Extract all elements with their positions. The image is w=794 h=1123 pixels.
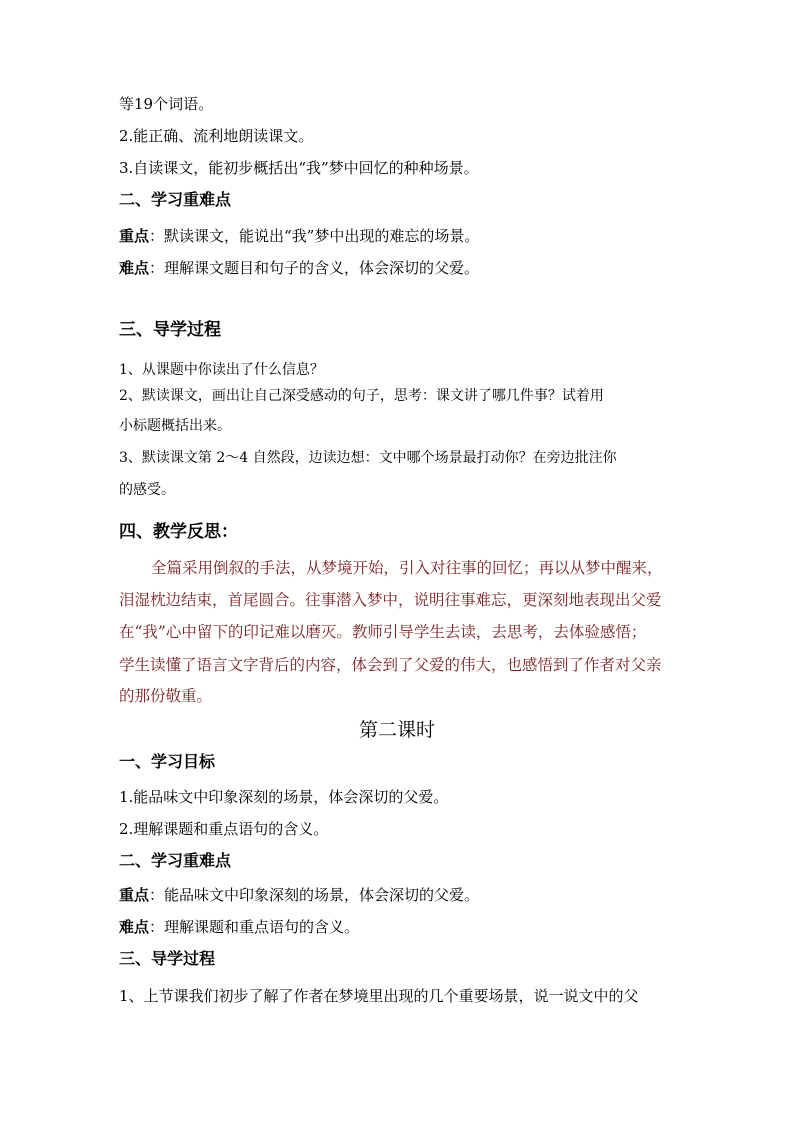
process-item: 的感受。 xyxy=(119,482,175,498)
lesson-2-objective-2: 2.理解课题和重点语句的含义。 xyxy=(119,820,329,838)
lesson-2-difficult-point-text: ：理解课题和重点语句的含义。 xyxy=(149,918,360,936)
heading-reflection: 四、教学反思： xyxy=(119,522,238,542)
objective-continuation: 等19个词语。 xyxy=(119,95,214,113)
process-item: 3、默读课文第 2～4 自然段，边读边想：文中哪个场景最打动你？在旁边批注你 xyxy=(119,450,617,466)
heading-difficulties: 二、学习重难点 xyxy=(119,190,232,209)
objective-3: 3.自读课文，能初步概括出“我”梦中回忆的种种场景。 xyxy=(119,159,479,177)
reflection-line: 全篇采用倒叙的手法，从梦境开始，引入对往事的回忆；再以从梦中醒来， xyxy=(151,559,663,577)
process-item: 1、从课题中你读出了什么信息？ xyxy=(119,362,324,378)
key-point-label: 重点 xyxy=(119,227,150,245)
lesson-2-difficult-point-label: 难点 xyxy=(119,918,150,936)
lesson-2-heading-difficulties: 二、学习重难点 xyxy=(119,851,232,870)
lesson-2-difficult-point xyxy=(119,917,359,937)
process-item: 小标题概括出来。 xyxy=(119,418,231,434)
difficult-point xyxy=(119,258,479,278)
lesson-2-key-point-label: 重点 xyxy=(119,886,150,904)
difficult-point-text: ：理解课文题目和句子的含义，体会深切的父爱。 xyxy=(149,259,480,277)
process-item: 2、默读课文，画出让自己深受感动的句子，思考：课文讲了哪几件事？试着用 xyxy=(119,388,604,404)
key-point xyxy=(119,226,479,246)
reflection-line: 在“我”心中留下的印记难以磨灭。教师引导学生去读，去思考，去体验感悟； xyxy=(119,623,647,641)
reflection-line: 泪湿枕边结束，首尾圆合。往事潜入梦中，说明往事难忘，更深刻地表现出父爱 xyxy=(119,591,662,609)
reflection-line: 学生读懂了语言文字背后的内容，体会到了父爱的伟大，也感悟到了作者对父亲 xyxy=(119,656,662,674)
lesson-2-heading-process: 三、导学过程 xyxy=(119,949,216,968)
heading-objectives: 一、学习目标 xyxy=(119,752,216,771)
lesson-2-key-point-text: ：能品味文中印象深刻的场景，体会深切的父爱。 xyxy=(149,886,480,904)
heading-process: 三、导学过程 xyxy=(119,320,221,340)
key-point-text: ：默读课文，能说出“我”梦中出现的难忘的场景。 xyxy=(149,227,480,245)
lesson-2-process-item: 1、上节课我们初步了解了作者在梦境里出现的几个重要场景，说一说文中的父 xyxy=(119,987,639,1005)
lesson-2-objective-1: 1.能品味文中印象深刻的场景，体会深切的父爱。 xyxy=(119,788,449,806)
reflection-line: 的那份敬重。 xyxy=(119,687,213,705)
lesson-2-title: 第二课时 xyxy=(358,719,435,741)
difficult-point-label: 难点 xyxy=(119,259,150,277)
lesson-2-key-point xyxy=(119,885,479,905)
objective-2: 2.能正确、流利地朗读课文。 xyxy=(119,127,314,145)
